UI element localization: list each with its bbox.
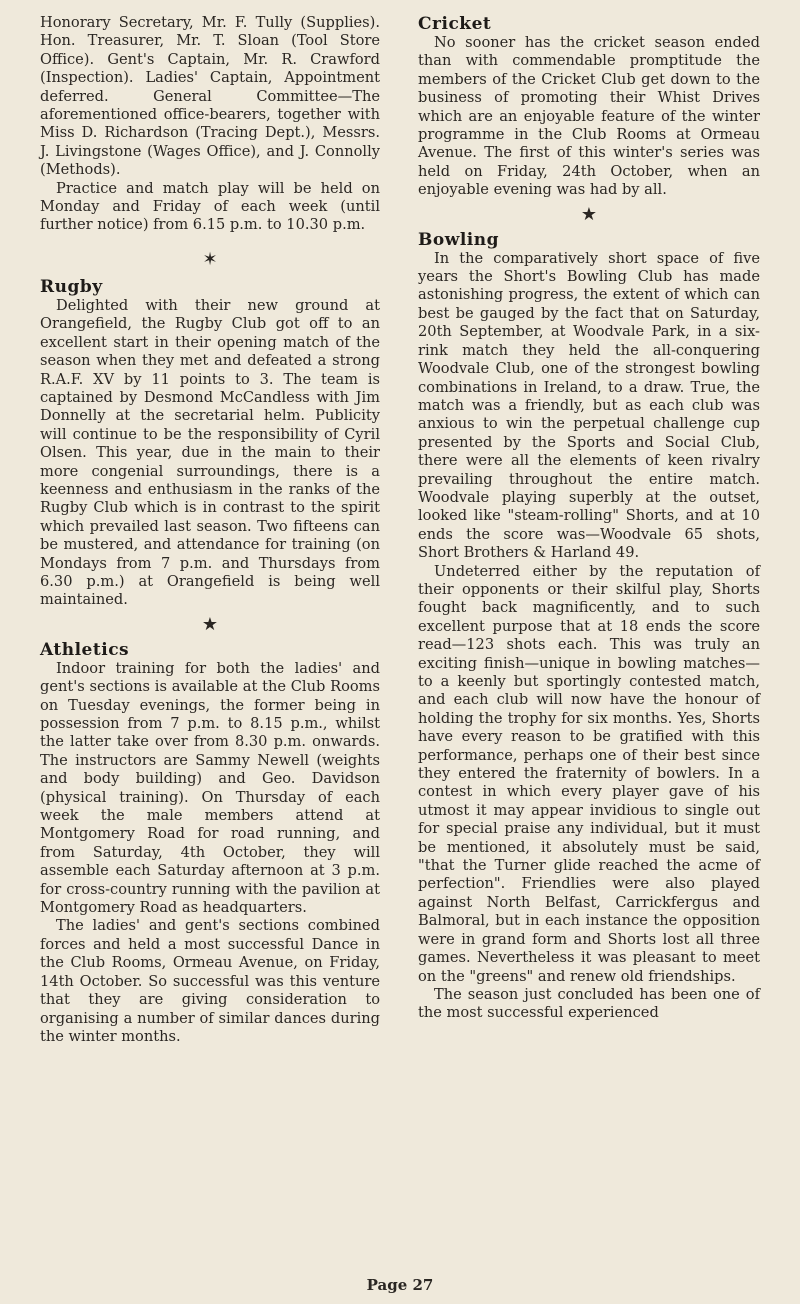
- bowling-heading: Bowling: [418, 229, 500, 250]
- practice-paragraph: Practice and match play will be held on Monday and Friday of each week (until further notice) from 6.15 p.m. to 10.30 p.m.: [40, 179, 380, 234]
- season-paragraph: The season just concluded has been one of the most successful experienced: [418, 985, 760, 1022]
- right-column: [418, 14, 760, 1023]
- athletics-heading: Athletics: [40, 639, 130, 660]
- rugby-paragraph: Delighted with their new ground at Orangefield, the Rugby Club got off to an excellent start in their opening match of the season when they met and defeated a strong R.A.F. XV by 11 points to 3. The team is captained by Desmond McCandless with Jim Donnelly at the secretarial helm. Publicity will continue to be the responsibility of Cyril Olsen. This year, due in the main to their more congenial surroundings, there is a keenness and enthusiasm in the ranks of the Rugby Club which is in contrast to the spirit which prevailed last season. Two fifteens can be mustered, and attendance for training (on Mondays from 7 p.m. and Thursdays from 6.30 p.m.) at Orangefield is being well maintained.: [40, 296, 380, 609]
- section-divider-star: ★: [580, 203, 598, 225]
- page-number: Page 27: [366, 1276, 434, 1294]
- dance-paragraph: The ladies' and gent's sections combined forces and held a most successful Dance in the Club Rooms, Ormeau Avenue, on Friday, 14th October. So successful was this venture that they are giving consideration to organising a number of similar dances during the winter months.: [40, 917, 380, 1045]
- bowling-finish-paragraph: Undeterred either by the reputation of their opponents or their skilful play, Shorts fought back magnificently, and to such excellent purpose that at 18 ends the score read—123 shots each. This was truly an exciting finish—unique in bowling matches—to a keenly but sportingly contested match, and each club will now have the honour of holding the trophy for six months. Yes, Shorts have every reason to be gratified with this performance, perhaps one of their best since they entered the fraternity of bowlers. In a contest in which every player gave of his utmost it may appear invidious to single out for special praise any individual, but it must be mentioned, it absolutely must be said, "that the Turner glide reached the acme of perfection". Friendlies were also played against North Belfast, Carrickfergus and Balmoral, but in each instance the opposition were in grand form and Shorts lost all three games. Nevertheless it was pleasant to meet on the "greens" and renew old friendships.: [418, 562, 760, 985]
- left-column: [40, 14, 380, 1046]
- cricket-heading: Cricket: [418, 14, 492, 34]
- cricket-paragraph: No sooner has the cricket season ended than with commendable promptitude the members of the Cricket Club get down to the business of promoting their Whist Drives which are an enjoyable feature of the winter programme in the Club Rooms at Ormeau Avenue. The first of this winter's series was held on Friday, 24th October, when an enjoyable evening was had by all.: [418, 34, 760, 199]
- section-divider-star: ✶: [202, 248, 218, 270]
- section-divider-star: ★: [201, 613, 219, 635]
- bowling-paragraph: In the comparatively short space of five years the Short's Bowling Club has made astonishing progress, the extent of which can best be gauged by the fact that on Saturday, 20th September, at Woodvale Park, in a six-rink match they held the all-conquering Woodvale Club, one of the strongest bowling combinations in Ireland, to a draw. True, the match was a friendly, but as each club was anxious to win the perpetual challenge cup presented by the Sports and Social Club, there were all the elements of keen rivalry prevailing throughout the entire match. Woodvale playing superbly at the outset, looked like "steam-rolling" Shorts, and at 10 ends the score was—Woodvale 65 shots, Short Brothers & Harland 49.: [418, 249, 760, 562]
- athletics-paragraph: Indoor training for both the ladies' and gent's sections is available at the Club Rooms on Tuesday evenings, the former being in possession from 7 p.m. to 8.15 p.m., whilst the latter take over from 8.30 p.m. onwards. The instructors are Sammy Newell (weights and body building) and Geo. Davidson (physical training). On Thursday of each week the male members attend at Montgomery Road for road running, and from Saturday, 4th October, they will assemble each Saturday afternoon at 3 p.m. for cross-country running with the pavilion at Montgomery Road as headquarters.: [40, 659, 380, 917]
- rugby-heading: Rugby: [40, 276, 103, 297]
- committee-paragraph: Honorary Secretary, Mr. F. Tully (Supplies). Hon. Treasurer, Mr. T. Sloan (Tool Store Office). Gent's Captain, Mr. R. Crawford (Inspection). Ladies' Captain, Appointment deferred. General Committee—The aforementioned office-bearers, together with Miss D. Richardson (Tracing Dept.), Messrs. J. Livingstone (Wages Office), and J. Connolly (Methods).: [40, 14, 380, 179]
